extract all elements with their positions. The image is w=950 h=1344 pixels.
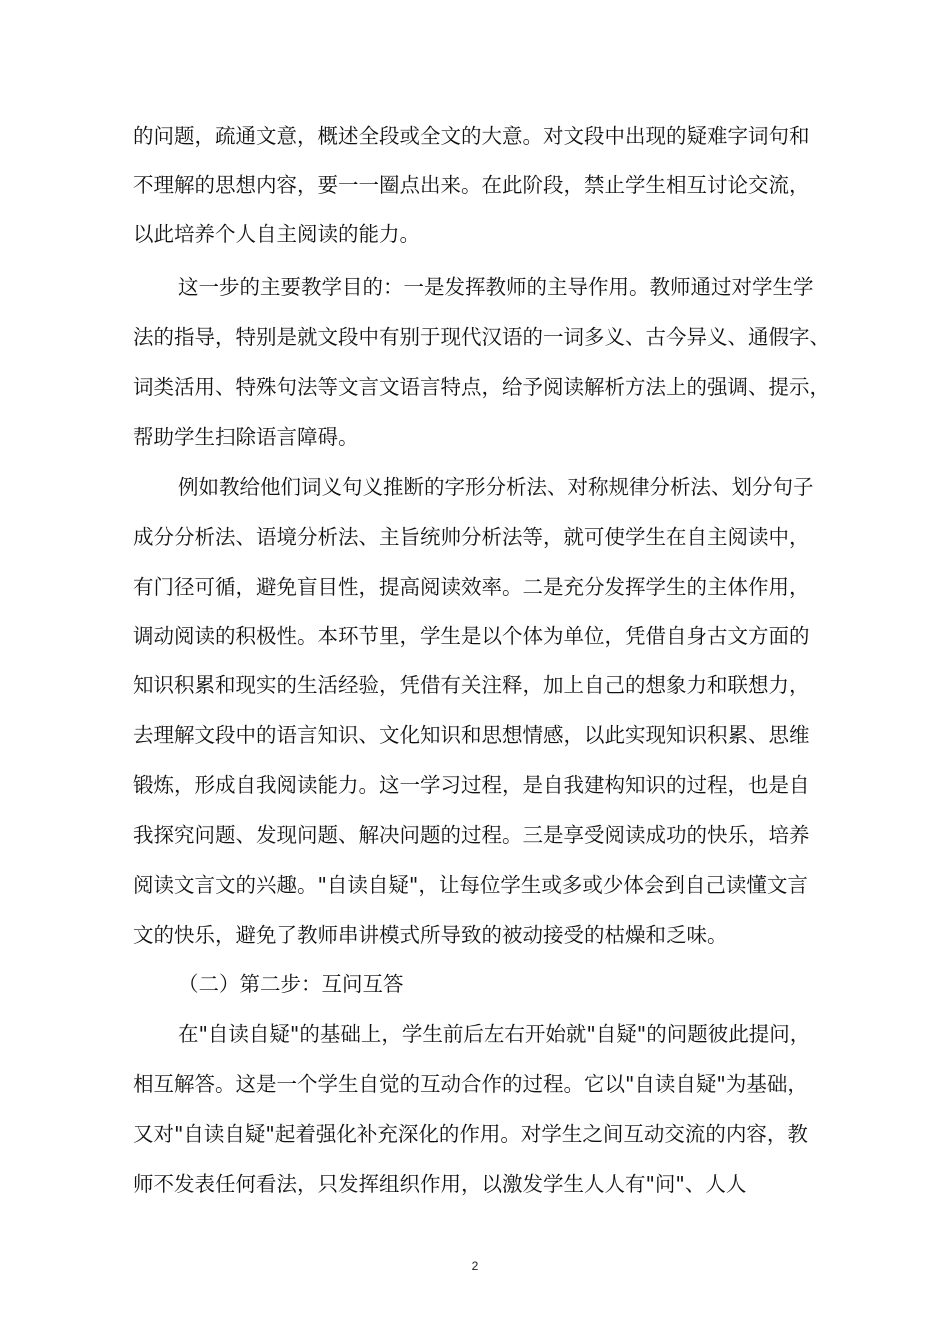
text-line: 的问题，疏通文意，概述全段或全文的大意。对文段中出现的疑难字词句和 bbox=[133, 124, 810, 148]
text-line: 师不发表任何看法，只发挥组织作用，以激发学生人人有"问"、人人 bbox=[133, 1172, 747, 1196]
text-line: 相互解答。这是一个学生自觉的互动合作的过程。它以"自读自疑"为基础， bbox=[133, 1072, 808, 1096]
paragraph-first-line: 例如教给他们词义句义推断的字形分析法、对称规律分析法、划分句子 bbox=[178, 475, 814, 499]
section-heading: （二）第二步：互问互答 bbox=[178, 972, 404, 996]
text-line: 词类活用、特殊句法等文言文语言特点，给予阅读解析方法上的强调、提示， bbox=[133, 375, 830, 399]
text-line: 我探究问题、发现问题、解决问题的过程。三是享受阅读成功的快乐，培养 bbox=[133, 823, 810, 847]
paragraph-first-line: 在"自读自疑"的基础上，学生前后左右开始就"自疑"的问题彼此提问， bbox=[178, 1022, 811, 1046]
text-line: 锻炼，形成自我阅读能力。这一学习过程，是自我建构知识的过程，也是自 bbox=[133, 773, 810, 797]
text-line: 知识积累和现实的生活经验，凭借有关注释，加上自己的想象力和联想力， bbox=[133, 673, 810, 697]
text-line: 有门径可循，避免盲目性，提高阅读效率。二是充分发挥学生的主体作用， bbox=[133, 575, 810, 599]
text-line: 以此培养个人自主阅读的能力。 bbox=[133, 222, 420, 246]
text-line: 又对"自读自疑"起着强化补充深化的作用。对学生之间互动交流的内容，教 bbox=[133, 1122, 808, 1146]
text-line: 不理解的思想内容，要一一圈点出来。在此阶段，禁止学生相互讨论交流， bbox=[133, 173, 810, 197]
page-number: 2 bbox=[471, 1259, 479, 1273]
text-line: 成分分析法、语境分析法、主旨统帅分析法等，就可使学生在自主阅读中， bbox=[133, 525, 810, 549]
text-line: 法的指导，特别是就文段中有别于现代汉语的一词多义、古今异义、通假字、 bbox=[133, 325, 830, 349]
text-line: 调动阅读的积极性。本环节里，学生是以个体为单位，凭借自身古文方面的 bbox=[133, 624, 810, 648]
text-line: 文的快乐，避免了教师串讲模式所导致的被动接受的枯燥和乏味。 bbox=[133, 923, 728, 947]
text-line: 帮助学生扫除语言障碍。 bbox=[133, 425, 359, 449]
text-line: 阅读文言文的兴趣。"自读自疑"，让每位学生或多或少体会到自己读懂文言 bbox=[133, 873, 808, 897]
paragraph-first-line: 这一步的主要教学目的：一是发挥教师的主导作用。教师通过对学生学 bbox=[178, 275, 814, 299]
text-line: 去理解文段中的语言知识、文化知识和思想情感，以此实现知识积累、思维 bbox=[133, 723, 810, 747]
